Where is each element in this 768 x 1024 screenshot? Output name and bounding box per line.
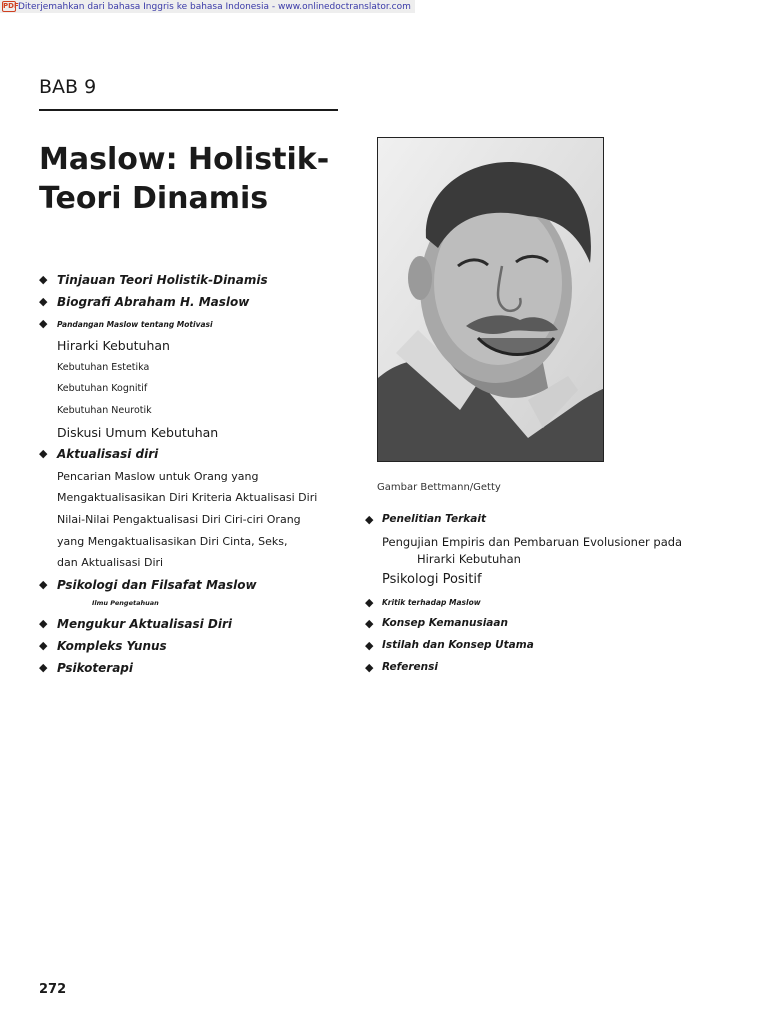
- toc-heading: Biografi Abraham H. Maslow: [57, 295, 250, 309]
- diamond-bullet-icon: ◆: [39, 578, 48, 591]
- diamond-bullet-icon: ◆: [39, 317, 48, 330]
- toc-heading: Aktualisasi diri: [57, 447, 159, 461]
- toc-subheading: yang Mengaktualisasikan Diri Cinta, Seks,: [57, 535, 288, 548]
- toc-subheading: Pencarian Maslow untuk Orang yang: [57, 470, 259, 483]
- toc-subheading: Kebutuhan Neurotik: [57, 405, 152, 416]
- diamond-bullet-icon: ◆: [365, 661, 374, 674]
- diamond-bullet-icon: ◆: [39, 617, 48, 630]
- maslow-portrait: [377, 137, 604, 462]
- diamond-bullet-icon: ◆: [39, 273, 48, 286]
- toc-heading: Kompleks Yunus: [57, 639, 167, 653]
- toc-subheading: Pengujian Empiris dan Pembaruan Evolusioner pada: [382, 535, 683, 549]
- page-number: 272: [39, 982, 67, 997]
- toc-heading: Pandangan Maslow tentang Motivasi: [57, 320, 213, 329]
- toc-heading: Mengukur Aktualisasi Diri: [57, 617, 233, 631]
- toc-subheading: Kebutuhan Estetika: [57, 362, 150, 373]
- toc-subheading: Hirarki Kebutuhan: [57, 338, 170, 353]
- diamond-bullet-icon: ◆: [365, 639, 374, 652]
- toc-heading: Referensi: [382, 661, 438, 673]
- toc-heading: Konsep Kemanusiaan: [382, 617, 508, 629]
- chapter-label: BAB 9: [39, 76, 97, 98]
- toc-subheading: dan Aktualisasi Diri: [57, 556, 164, 569]
- diamond-bullet-icon: ◆: [39, 639, 48, 652]
- toc-heading: Kritik terhadap Maslow: [382, 598, 481, 607]
- diamond-bullet-icon: ◆: [39, 661, 48, 674]
- chapter-title: Maslow: Holistik- Teori Dinamis: [39, 142, 330, 216]
- pdf-icon: PDF: [3, 2, 19, 10]
- toc-subheading: Diskusi Umum Kebutuhan: [57, 425, 219, 440]
- diamond-bullet-icon: ◆: [39, 447, 48, 460]
- diamond-bullet-icon: ◆: [39, 295, 48, 308]
- translator-banner[interactable]: [0, 0, 415, 13]
- toc-heading: Istilah dan Konsep Utama: [382, 639, 534, 651]
- translator-banner-text[interactable]: Diterjemahkan dari bahasa Inggris ke bahasa Indonesia - www.onlinedoctranslator.com: [18, 1, 411, 12]
- diamond-bullet-icon: ◆: [365, 617, 374, 630]
- toc-subheading: Hirarki Kebutuhan: [417, 552, 521, 566]
- toc-subheading: Kebutuhan Kognitif: [57, 383, 148, 394]
- toc-heading: Penelitian Terkait: [382, 513, 486, 525]
- toc-subheading: Mengaktualisasikan Diri Kriteria Aktualisasi Diri: [57, 491, 318, 504]
- toc-subheading: Psikologi Positif: [382, 572, 482, 587]
- toc-subheading: Ilmu Pengetahuan: [92, 599, 159, 607]
- toc-heading: Psikologi dan Filsafat Maslow: [57, 578, 257, 592]
- toc-heading: Tinjauan Teori Holistik-Dinamis: [57, 273, 268, 287]
- chapter-divider: [39, 109, 338, 111]
- diamond-bullet-icon: ◆: [365, 596, 374, 609]
- portrait-photo: [378, 138, 604, 462]
- diamond-bullet-icon: ◆: [365, 513, 374, 526]
- toc-subheading: Nilai-Nilai Pengaktualisasi Diri Ciri-ciri Orang: [57, 513, 301, 526]
- toc-heading: Psikoterapi: [57, 661, 134, 675]
- photo-caption: Gambar Bettmann/Getty: [377, 482, 501, 493]
